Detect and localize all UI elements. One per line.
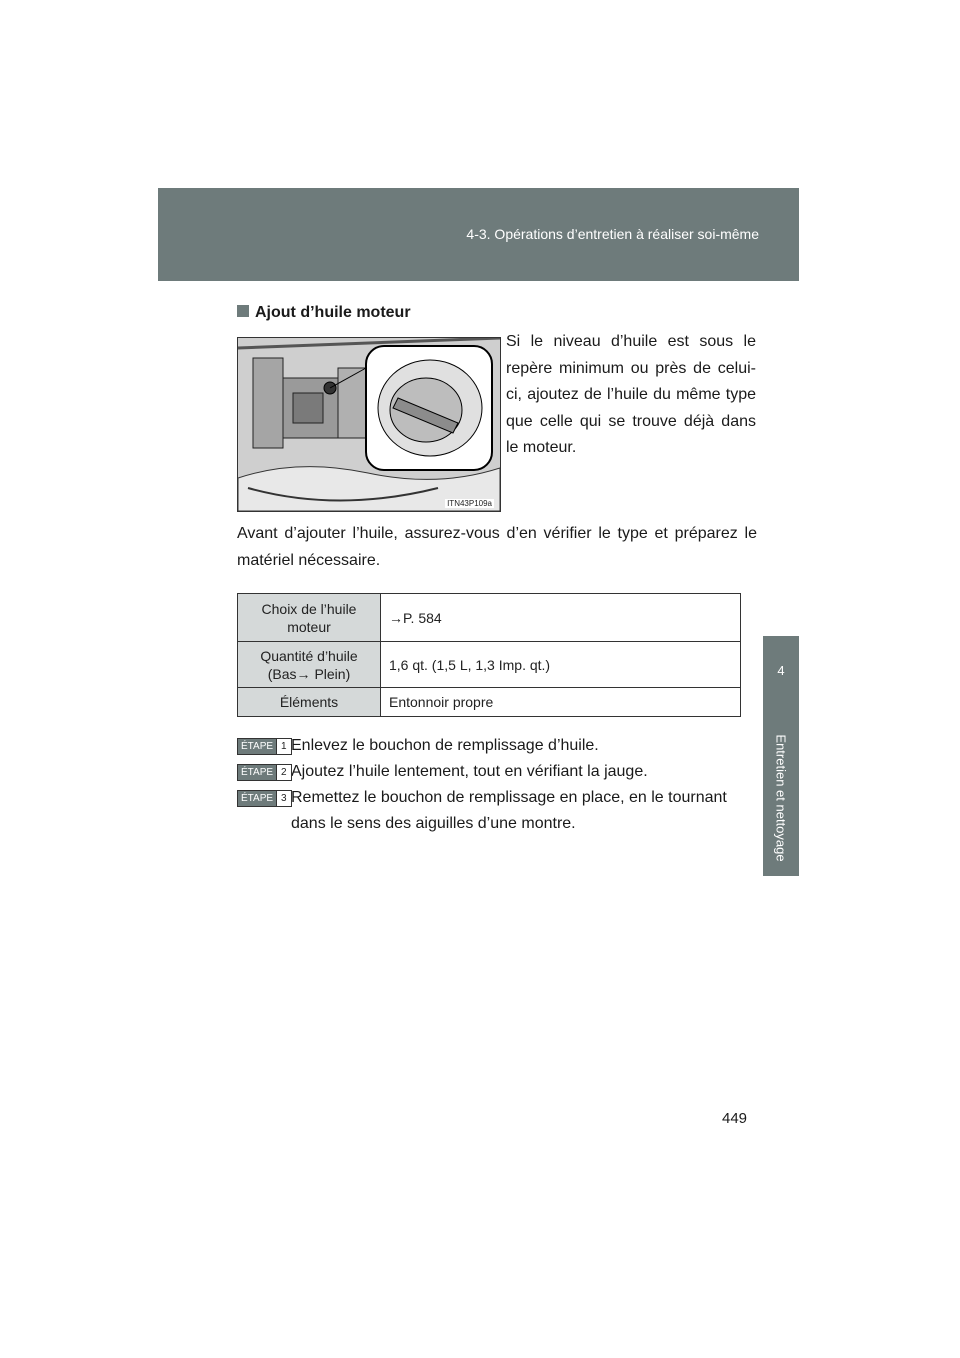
table-row	[238, 688, 741, 717]
table-key: Éléments	[238, 688, 381, 717]
chapter-number: 4	[777, 663, 785, 678]
section-breadcrumb: 4-3. Opérations d’entretien à réaliser soi-même	[466, 226, 759, 242]
chapter-title: Entretien et nettoyage	[773, 734, 789, 862]
table-value: 1,6 qt. (1,5 L, 1,3 Imp. qt.)	[381, 642, 741, 688]
step-list	[237, 733, 757, 837]
step-text: Enlevez le bouchon de remplissage d’huile.	[291, 737, 599, 754]
table-row	[238, 594, 741, 642]
section-title-text: Ajout d’huile moteur	[255, 304, 411, 321]
section-title	[237, 304, 411, 322]
step-text: Remettez le bouchon de remplissage en place, en le tournant dans le sens des aiguilles d’une montre.	[291, 789, 727, 832]
table-row	[238, 642, 741, 688]
step-number: 2	[276, 765, 291, 780]
page-number: 449	[722, 1110, 748, 1127]
list-item	[237, 733, 757, 759]
list-item	[237, 759, 757, 785]
step-badge	[237, 738, 292, 755]
step-badge-label: ÉTAPE	[238, 791, 276, 806]
step-badge-label: ÉTAPE	[238, 739, 276, 754]
oil-spec-table	[237, 593, 741, 717]
step-text: Ajoutez l’huile lentement, tout en vérifiant la jauge.	[291, 763, 648, 780]
step-badge	[237, 764, 292, 781]
list-item	[237, 785, 757, 837]
square-bullet-icon	[237, 305, 249, 317]
engine-bay-drawing	[238, 338, 500, 511]
chapter-side-tab	[763, 636, 799, 876]
table-key: Quantité d’huile (Bas→ Plein)	[238, 642, 381, 688]
preparation-paragraph: Avant d’ajouter l’huile, assurez-vous d’en vérifier le type et préparez le matériel nécessaire.	[237, 525, 757, 569]
chapter-header	[158, 188, 799, 281]
step-number: 1	[276, 739, 291, 754]
table-value: →P. 584	[381, 594, 741, 642]
step-number: 3	[276, 791, 291, 806]
table-value: Entonnoir propre	[381, 688, 741, 717]
engine-illustration	[237, 337, 501, 512]
step-badge	[237, 790, 292, 807]
section-intro: Si le niveau d’huile est sous le repère minimum ou près de celui-ci, ajoutez de l’huile du même type que celle qui se trouve déjà dans le moteur.	[506, 333, 756, 456]
table-key: Choix de l’huile moteur	[238, 594, 381, 642]
step-badge-label: ÉTAPE	[238, 765, 276, 780]
figure-code: ITN43P109a	[447, 499, 492, 508]
